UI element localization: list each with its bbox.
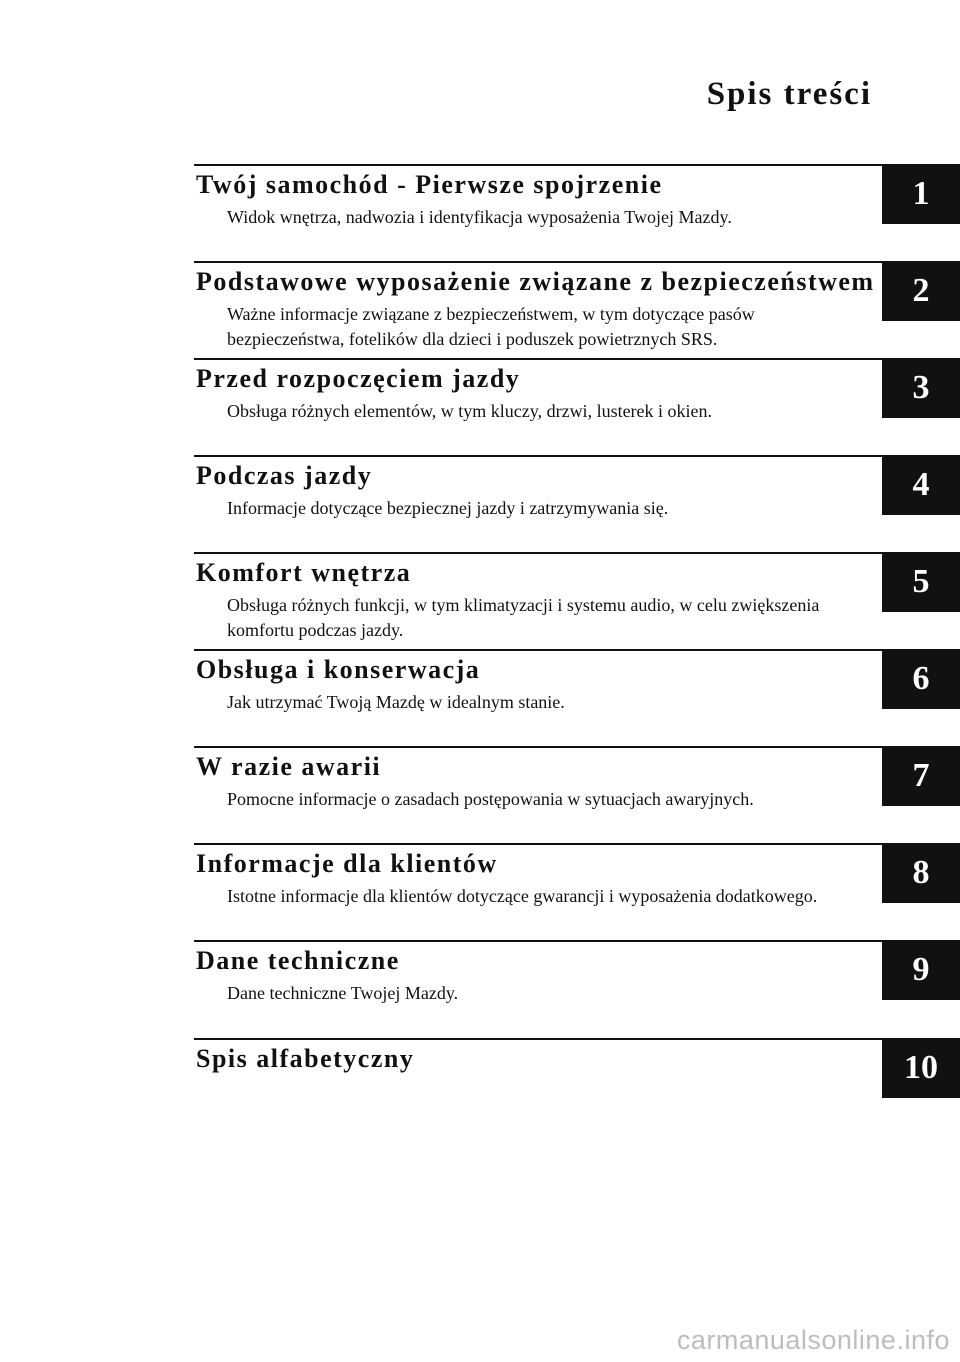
section-title[interactable]: Komfort wnętrza	[196, 558, 412, 587]
section-number-tab[interactable]: 9	[882, 940, 960, 1000]
section-divider	[194, 843, 960, 845]
section-number-tab[interactable]: 3	[882, 358, 960, 418]
section-title[interactable]: Spis alfabetyczny	[196, 1044, 415, 1073]
section-divider	[194, 746, 960, 748]
section-number-tab[interactable]: 7	[882, 746, 960, 806]
section-number-tab[interactable]: 6	[882, 649, 960, 709]
section-divider	[194, 552, 960, 554]
section-title[interactable]: Dane techniczne	[196, 946, 400, 975]
section-number-tab[interactable]: 2	[882, 261, 960, 321]
section-divider	[194, 358, 960, 360]
section-description: Pomocne informacje o zasadach postępowania w sytuacjach awaryjnych.	[227, 789, 754, 809]
section-divider	[194, 649, 960, 651]
section-title[interactable]: W razie awarii	[196, 752, 382, 781]
section-description: Jak utrzymać Twoją Mazdę w idealnym stanie.	[227, 692, 565, 712]
toc-section-6[interactable]	[194, 649, 960, 741]
section-divider	[194, 940, 960, 942]
section-title[interactable]: Informacje dla klientów	[196, 849, 498, 878]
section-number-tab[interactable]: 8	[882, 843, 960, 903]
toc-section-5[interactable]	[194, 552, 960, 644]
section-number-tab[interactable]: 4	[882, 455, 960, 515]
section-divider	[194, 1038, 960, 1040]
section-title[interactable]: Podstawowe wyposażenie związane z bezpieczeństwem	[196, 267, 875, 296]
section-divider	[194, 455, 960, 457]
toc-section-9[interactable]	[194, 940, 960, 1032]
section-description: Informacje dotyczące bezpiecznej jazdy i zatrzymywania się.	[227, 498, 669, 518]
section-title[interactable]: Obsługa i konserwacja	[196, 655, 481, 684]
toc-section-3[interactable]	[194, 358, 960, 450]
page-title: Spis treści	[706, 76, 872, 112]
section-description: Obsługa różnych elementów, w tym kluczy, drzwi, lusterek i okien.	[227, 401, 713, 421]
section-description: Ważne informacje związane z bezpieczeństwem, w tym dotyczące pasów bezpieczeństwa, fotelików dla dzieci i poduszek powietrznych SRS.	[227, 304, 755, 349]
section-number-tab[interactable]: 5	[882, 552, 960, 612]
section-divider	[194, 164, 960, 166]
section-number-tab[interactable]: 1	[882, 164, 960, 224]
section-title[interactable]: Podczas jazdy	[196, 461, 373, 490]
toc-section-8[interactable]	[194, 843, 960, 935]
section-number-tab[interactable]: 10	[882, 1038, 960, 1098]
toc-section-4[interactable]	[194, 455, 960, 547]
toc-section-7[interactable]	[194, 746, 960, 838]
section-description: Istotne informacje dla klientów dotyczące gwarancji i wyposażenia dodatkowego.	[227, 886, 818, 906]
section-title[interactable]: Przed rozpoczęciem jazdy	[196, 364, 521, 393]
toc-section-1[interactable]	[194, 164, 960, 256]
toc-section-2[interactable]	[194, 261, 960, 353]
toc-section-10[interactable]	[194, 1038, 960, 1130]
section-description: Widok wnętrza, nadwozia i identyfikacja wyposażenia Twojej Mazdy.	[227, 207, 732, 227]
site-watermark: carmanualsonline.info	[676, 1325, 950, 1355]
section-title[interactable]: Twój samochód - Pierwsze spojrzenie	[196, 170, 663, 199]
section-divider	[194, 261, 960, 263]
section-description: Dane techniczne Twojej Mazdy.	[227, 983, 459, 1003]
section-description: Obsługa różnych funkcji, w tym klimatyzacji i systemu audio, w celu zwiększenia komfortu podczas jazdy.	[227, 595, 820, 640]
